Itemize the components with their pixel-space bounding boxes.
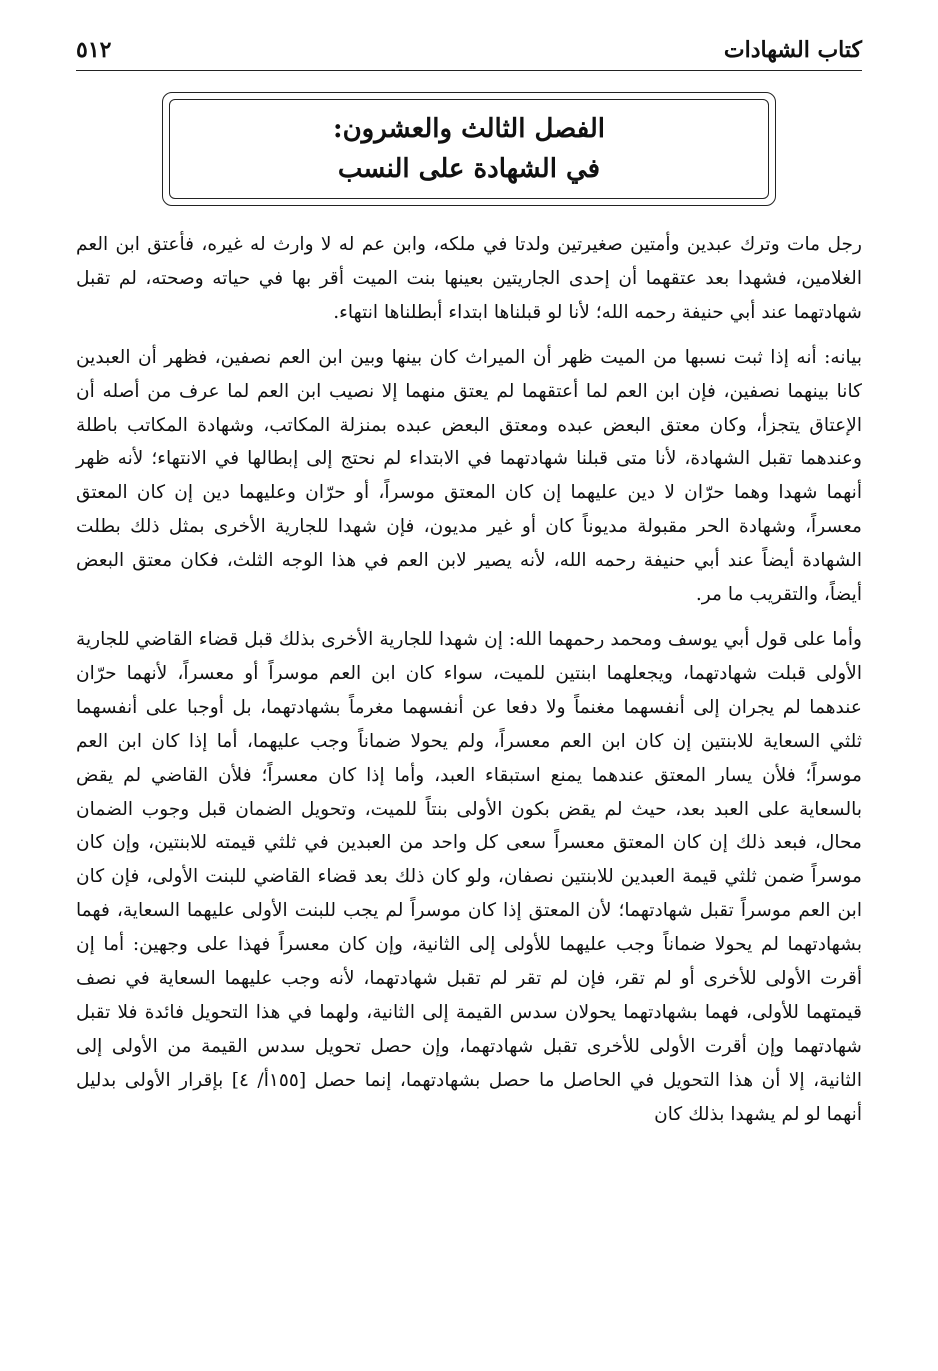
chapter-title-line-1: الفصل الثالث والعشرون: — [332, 113, 606, 144]
body-text — [76, 228, 862, 1143]
paragraph-3: وأما على قول أبي يوسف ومحمد رحمهما الله: إن شهدا للجارية الأخرى بذلك قبل قضاء القاضي للجارية الأولى قبلت شهادتهما، ويجعلهما ابنتين للميت، سواء كان ابن العم موسراً أو معسراً، لأنهما حرّان عندهما لم يجران إلى أنفسهما مغنماً ولا دفعا عن أنفسهما مغرماً بشهادتهما، بل أوجبا على أنفسهما ثلثي السعاية للابنتين إن كان ابن العم معسراً، ولم يحولا ضماناً وجب عليهما، أما إذا كان ابن العم موسراً؛ فلأن يسار المعتق عندهما يمنع استبقاء العبد، وأما إذا كان معسراً؛ فلأن القاضي لم يقض بالسعاية على العبد بعد، حيث لم يقض بكون الأولى بنتاً للميت، وتحويل الضمان قبل وجوب الضمان محال، فبعد ذلك إن كان المعتق معسراً سعى كل واحد من العبدين في ثلثي قيمته للابنتين، وإن كان موسراً ضمن ثلثي قيمة العبدين للابنتين نصفان، ولو كان ذلك بعد قضاء القاضي للبنت الأولى، فإن كان ابن العم موسراً تقبل شهادتهما؛ لأن المعتق إذا كان موسراً لم يجب للبنت الأولى عليهما السعاية، فهما بشهادتهما لم يحولا ضماناً وجب عليهما للأولى إلى الثانية، وإن كان معسراً فهذا على وجهين: أما إن أقرت الأولى للأخرى أو لم تقر، فإن لم تقر لم تقبل شهادتهما، لأنه وجب عليهما السعاية في نصف قيمتهما للأولى، فهما بشهادتهما يحولان سدس القيمة إلى الثانية، ولهما في هذا التحويل فائدة فلا تقبل شهادتهما وإن أقرت الأولى للأخرى تقبل شهادتهما، وإن حصل تحويل سدس القيمة من الأولى إلى الثانية، إلا أن هذا التحويل في الحاصل ما حصل بشهادتهما، إنما حصل [١٥٥أ/ ٤] بإقرار الأولى بدليل أنهما لو لم يشهدا بذلك كان — [76, 628, 863, 1125]
chapter-title-frame — [162, 92, 776, 206]
book-title: كتاب الشهادات — [723, 37, 862, 63]
paragraph-2: بيانه: أنه إذا ثبت نسبها من الميت ظهر أن الميراث كان بينها وبين ابن العم نصفين، فظهر أن العبدين كانا بينهما نصفين، فإن ابن العم لما أعتقهما لم يعتق منهما إلا نصيب ابن العم لما عرف من أصله أن الإعتاق يتجزأ، وكان معتق البعض عبده ومعتق البعض عبده بمنزلة المكاتب، وشهادة المكاتب باطلة وعندهما تقبل الشهادة، لأنا متى قبلنا شهادتهما في الابتداء لم نحتج إلى إبطالها في الانتهاء؛ لأنه ظهر أنهما شهدا وهما حرّان لا دين عليهما إن كان المعتق موسراً، أو حرّان وعليهما دين إن كان المعتق معسراً، وشهادة الحر مقبولة مديوناً كان أو غير مديون، فإن شهدا للجارية الأخرى بمثل ذلك بطلت الشهادة أيضاً عند أبي حنيفة رحمه الله، لأنه يصير لابن العم في هذا الوجه الثلث، فكان معتق البعض أيضاً، والتقريب ما مر. — [76, 346, 862, 606]
chapter-title-inner-frame — [169, 99, 769, 199]
chapter-title-line-2: في الشهادة على النسب — [337, 154, 601, 184]
running-header — [76, 30, 862, 71]
page-number: ٥١٢ — [76, 37, 112, 63]
paragraph-1: رجل مات وترك عبدين وأمتين صغيرتين ولدتا في ملكه، وابن عم له لا وارث له غيره، فأعتق ابن العم الغلامين، فشهدا بعد عتقهما أن إحدى الجاريتين بعينها بنت الميت أقر بها في حياته وصحته، لم تقبل شهادتهما عند أبي حنيفة رحمه الله؛ لأنا لو قبلناها ابتداء أبطلناها انتهاء. — [76, 234, 862, 323]
